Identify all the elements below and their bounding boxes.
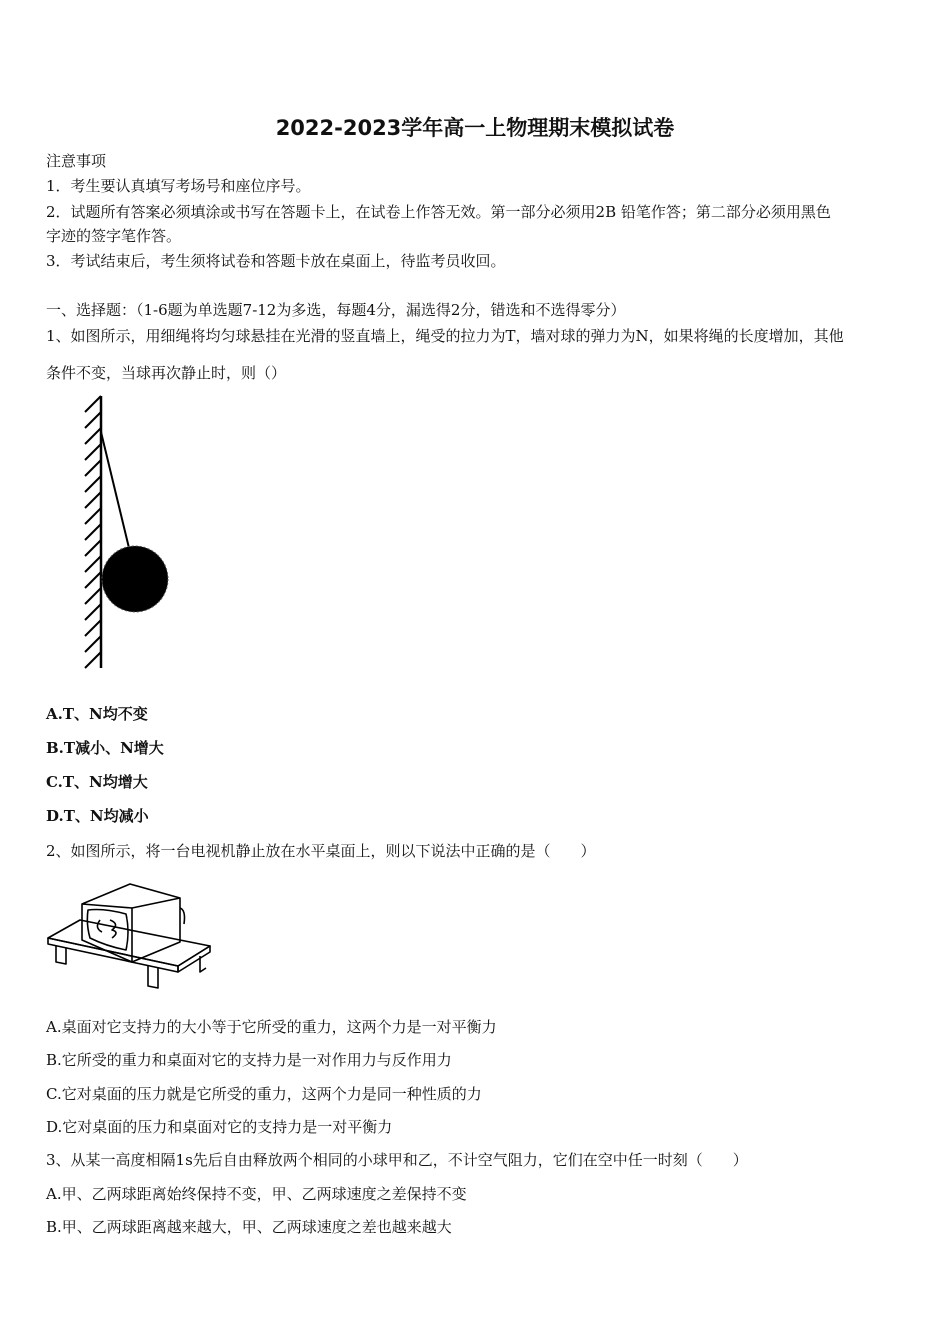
notice-item-3: 3．考试结束后，考生须将试卷和答题卡放在桌面上，待监考员收回。 bbox=[46, 252, 506, 270]
notice-item-2-cont: 字迹的签字笔作答。 bbox=[46, 227, 182, 245]
q1-stem-line-1: 1、如图所示，用细绳将均匀球悬挂在光滑的竖直墙上，绳受的拉力为T，墙对球的弹力为N，如果将绳的长度增加，其他 bbox=[46, 327, 844, 345]
q2-stem: 2、如图所示，将一台电视机静止放在水平桌面上，则以下说法中正确的是（ ） bbox=[46, 842, 596, 860]
section-heading: 一、选择题：（1-6题为单选题7-12为多选，每题4分，漏选得2分，错选和不选得零分） bbox=[46, 301, 626, 319]
notice-item-1: 1．考生要认真填写考场号和座位序号。 bbox=[46, 177, 311, 195]
q2-option-b: B.它所受的重力和桌面对它的支持力是一对作用力与反作用力 bbox=[46, 1051, 452, 1069]
q3-option-a: A.甲、乙两球距离始终保持不变，甲、乙两球速度之差保持不变 bbox=[46, 1185, 467, 1203]
q2-option-c: C.它对桌面的压力就是它所受的重力，这两个力是同一种性质的力 bbox=[46, 1085, 482, 1103]
q1-option-d: D.T、N均减小 bbox=[46, 807, 149, 825]
q2-option-d: D.它对桌面的压力和桌面对它的支持力是一对平衡力 bbox=[46, 1118, 393, 1136]
q1-option-b: B.T减小、N增大 bbox=[46, 739, 164, 757]
q3-stem: 3、从某一高度相隔1s先后自由释放两个相同的小球甲和乙，不计空气阻力，它们在空中任一时刻（ ） bbox=[46, 1151, 748, 1169]
q1-stem-line-2: 条件不变，当球再次静止时，则（） bbox=[46, 364, 287, 382]
tv-on-table-diagram bbox=[44, 880, 214, 995]
page-title: 2022-2023学年高一上物理期末模拟试卷 bbox=[275, 116, 675, 140]
q1-option-a: A.T、N均不变 bbox=[46, 705, 148, 723]
notice-item-2: 2．试题所有答案必须填涂或书写在答题卡上，在试卷上作答无效。第一部分必须用2B 铅笔作答；第二部分必须用黑色 bbox=[46, 203, 831, 221]
q3-option-b: B.甲、乙两球距离越来越大，甲、乙两球速度之差也越来越大 bbox=[46, 1218, 452, 1236]
notice-heading: 注意事项 bbox=[46, 152, 107, 170]
wall-ball-diagram bbox=[80, 392, 180, 672]
q1-option-c: C.T、N均增大 bbox=[46, 773, 148, 791]
q2-option-a: A.桌面对它支持力的大小等于它所受的重力，这两个力是一对平衡力 bbox=[46, 1018, 497, 1036]
